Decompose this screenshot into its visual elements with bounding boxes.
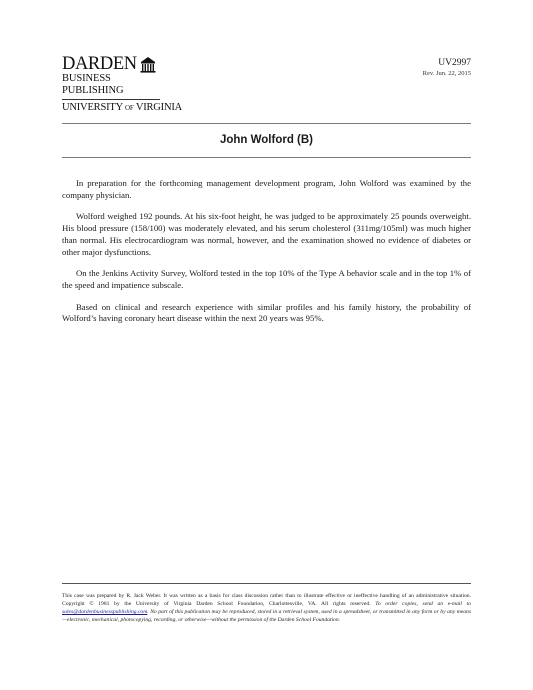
footer-rights-text: . No part of this publication may be reproduced, stored in a retrieval system, used in a spreadsheet, or transmitted in any form or by any means—electronic, mechanical, photocopying, recording, or otherwise—without the permission of the Darden School Foundation. bbox=[62, 609, 471, 623]
revision-date: Rev. Jun. 22, 2015 bbox=[422, 70, 471, 77]
logo-university-of-virginia: UNIVERSITY of VIRGINIA bbox=[62, 102, 183, 113]
case-number: UV2997 bbox=[438, 58, 471, 68]
logo-business-publishing: BUSINESS PUBLISHING bbox=[62, 73, 124, 96]
logo-darden-text: DARDEN bbox=[62, 54, 137, 74]
document-title: John Wolford (B) bbox=[219, 134, 314, 146]
copyright-footer bbox=[62, 592, 471, 624]
footer-order-text: To order copies, send an e-mail to bbox=[375, 601, 471, 607]
sales-email-link[interactable]: sales@dardenbusinesspublishing.com bbox=[62, 609, 148, 615]
paragraph: Based on clinical and research experience with similar profiles and his family history, the probability of Wolford’s having coronary heart disease within the next 20 years was 95%. bbox=[62, 301, 471, 324]
footer-rule bbox=[62, 583, 471, 584]
rotunda-icon bbox=[140, 56, 156, 73]
logo-divider bbox=[62, 99, 160, 100]
paragraph: Wolford weighed 192 pounds. At his six-foot height, he was judged to be approximately 25 pounds overweight. His blood pressure (158/100) was moderately elevated, and his serum cholesterol (311mg/105ml) was much higher than normal. His electrocardiogram was normal, however, and the examination showed no evidence of diabetes or other major dysfunctions. bbox=[62, 211, 471, 257]
paragraph: On the Jenkins Activity Survey, Wolford tested in the top 10% of the Type A behavior scale and in the top 1% of the speed and impatience subscale. bbox=[62, 268, 471, 290]
case-identifier bbox=[423, 58, 471, 78]
title-bottom-rule bbox=[62, 157, 471, 158]
darden-logo bbox=[62, 54, 183, 114]
paragraph: In preparation for the forthcoming management development program, John Wolford was examined by the company physician. bbox=[62, 178, 471, 200]
document-body bbox=[62, 178, 471, 335]
footer-text: This case was prepared by R. Jack Weber. It was written as a basis for class discussion rather than to illustrate effective or ineffective handling of an administrative situation. Copyright © 1981 by the University of Virginia Darden School Foundation, Charlottesville, VA. All rights reserved. bbox=[62, 593, 471, 607]
title-top-rule bbox=[62, 123, 471, 124]
